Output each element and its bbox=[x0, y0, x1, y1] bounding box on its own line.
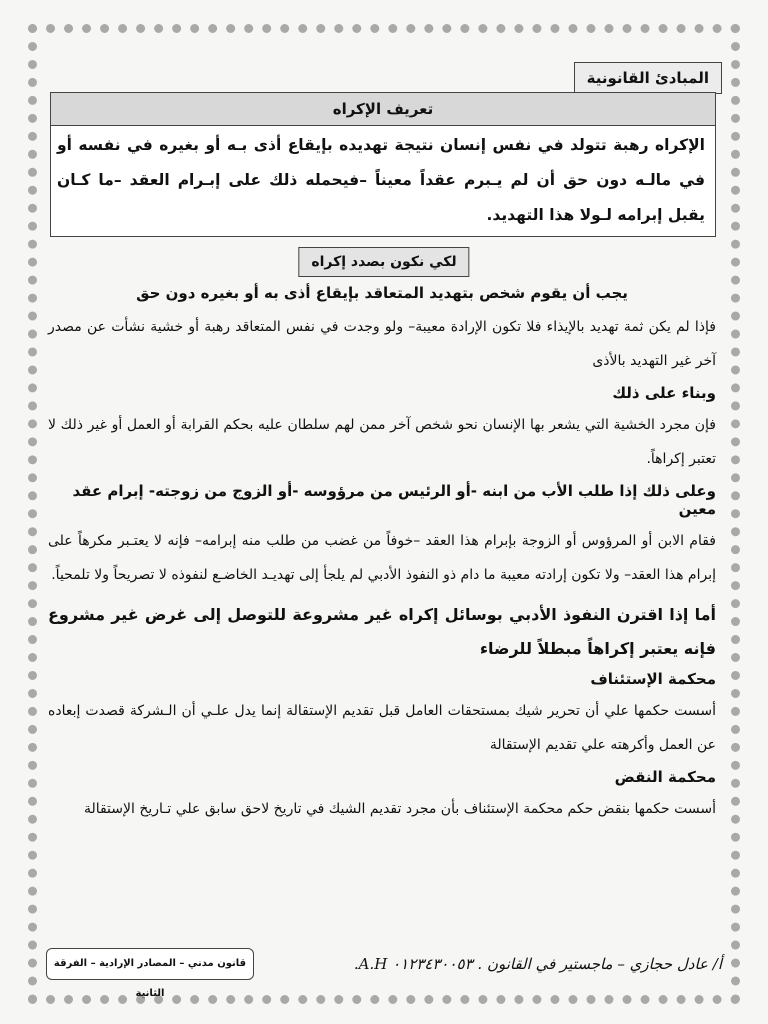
subsection-heading: لكي نكون بصدد إكراه bbox=[298, 247, 469, 277]
heading-based-on-that: وبناء على ذلك bbox=[612, 384, 716, 402]
requirement-heading: يجب أن يقوم شخص بتهديد المتعاقد بإيقاع أذى به أو بغيره دون حق bbox=[136, 284, 628, 302]
paragraph-court-of-appeal: أسست حكمها علي أن تحرير شيك بمستحقات العامل قبل تقديم الإستقالة إنما يدل علـي أن الـشركة قصدت إبعاده عن العمل وأكرهته علي تقديم الإستقالة bbox=[48, 703, 716, 753]
heading-moral-influence: أما إذا اقترن النفوذ الأدبي بوسائل إكراه غير مشروعة للتوصل إلى غرض غير مشروع فإنه يعتبر إكراهاً مبطلاً للرضاء bbox=[48, 605, 716, 658]
definition-title: تعريف الإكراه bbox=[51, 93, 715, 126]
section-tag: المبادئ القانونية bbox=[574, 62, 722, 94]
paragraph-no-threat: فإذا لم يكن ثمة تهديد بالإيذاء فلا تكون الإرادة معيبة– ولو وجدت في نفس المتعاقد رهبة أو خشية نشأت عن مصدر آخر غير التهديد بالأذى bbox=[48, 319, 716, 369]
document-page bbox=[40, 36, 728, 999]
definition-body: الإكراه رهبة تتولد في نفس إنسان نتيجة تهديده بإيقاع أذى بـه أو بغيره في نفسه أو في مالـه دون حق أن لم يـبرم عقداً معيناً –فيحمله ذلك على إبـرام العقد –ما كـان يقبل إبرامه لـولا هذا التهديد. bbox=[57, 136, 705, 224]
author-signature: أ/ عادل حجازي – ماجستير في القانون . ٠١٢٣٤٣٠٠٥٣ A.H. bbox=[353, 955, 722, 973]
heading-court-of-cassation: محكمة النقض bbox=[614, 768, 716, 786]
paragraph-court-of-cassation: أسست حكمها بنقض حكم محكمة الإستئناف بأن مجرد تقديم الشيك في تاريخ لاحق سابق علي تـاريخ الإستقالة bbox=[83, 801, 716, 817]
course-label: قانون مدني – المصادر الإرادية – الفرقة الثانية bbox=[46, 948, 254, 980]
page-footer bbox=[40, 948, 728, 999]
heading-court-of-appeal: محكمة الإستئناف bbox=[590, 670, 716, 688]
paragraph-example: فقام الابن أو المرؤوس أو الزوجة بإبرام هذا العقد –خوفاً من غضب من طلب منه إبرامه– فإنه لا يعتـبر مكرهاً على إبرام هذا العقد– ولا تكون إرادته معيبة ما دام ذو النفوذ الأدبي لم يلجأ إلى تهديـد الخاضـع لنفوذه لا تصريحاً ولا تلمحياً. bbox=[48, 533, 716, 583]
paragraph-fear: فإن مجرد الخشية التي يشعر بها الإنسان نحو شخص آخر ممن لهم سلطان عليه بحكم القرابة أو العمل أو غير ذلك لا تعتبر إكراهاً. bbox=[48, 417, 716, 467]
main-content bbox=[48, 284, 716, 832]
definition-box bbox=[50, 92, 716, 237]
heading-example: وعلى ذلك إذا طلب الأب من ابنه -أو الرئيس من مرؤوسه -أو الزوج من زوجته- إبرام عقد معين bbox=[72, 482, 716, 518]
